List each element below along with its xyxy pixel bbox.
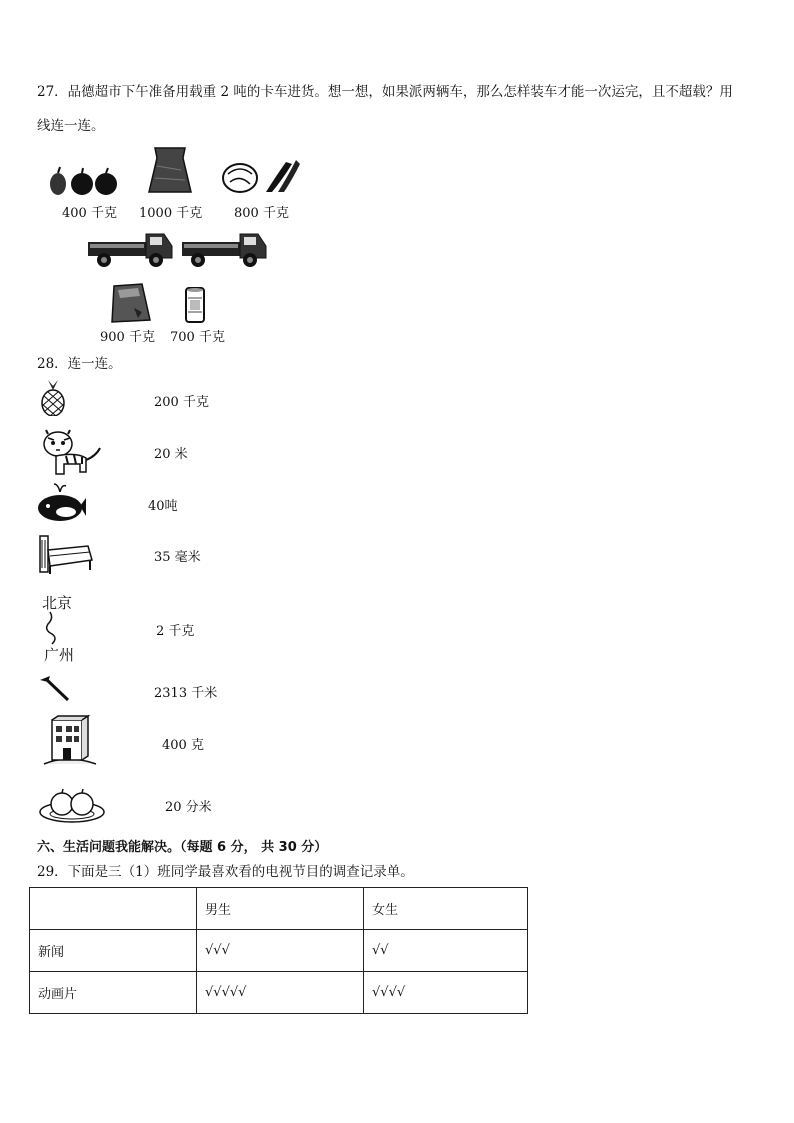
tiger-icon <box>36 428 102 476</box>
table-cell: 新闻 <box>30 930 197 972</box>
survey-table <box>29 887 528 1014</box>
goods-label-1000: 1000 千克 <box>139 206 203 221</box>
q29-title: 29．下面是三（1）班同学最喜欢看的电视节目的调查记录单。 <box>37 864 414 880</box>
building-icon <box>38 714 100 766</box>
goods-label-400: 400 千克 <box>62 206 117 221</box>
section-6-title: 六、生活问题我能解决。（每题 6 分， 共 30 分） <box>37 840 328 855</box>
table-header-cell: 男生 <box>197 888 364 930</box>
bag-icon <box>108 282 154 324</box>
vegetables-icon <box>220 156 302 194</box>
fruit-icon <box>46 164 118 198</box>
truck-icon <box>180 228 268 270</box>
table-row <box>30 930 528 972</box>
truck-icon <box>86 228 174 270</box>
table-cell: √√√√ <box>364 972 528 1014</box>
table-cell: √√ <box>364 930 528 972</box>
table-row <box>30 972 528 1014</box>
q27-text-line2: 线连一连。 <box>37 118 105 134</box>
goods-label-800: 800 千克 <box>234 206 289 221</box>
unit-2kg: 2 千克 <box>156 624 195 639</box>
pineapple-icon <box>36 380 70 416</box>
q28-title: 28．连一连。 <box>37 356 122 372</box>
unit-400g: 400 克 <box>162 738 204 753</box>
unit-20dm: 20 分米 <box>165 800 212 815</box>
fruit-plate-icon <box>38 784 108 826</box>
unit-35mm: 35 毫米 <box>154 550 201 565</box>
unit-2313km: 2313 千米 <box>154 686 218 701</box>
whale-icon <box>36 482 88 524</box>
table-header-cell <box>30 888 197 930</box>
table-cell: √√√ <box>197 930 364 972</box>
goods-label-900: 900 千克 <box>100 330 155 345</box>
table-cell: √√√√√ <box>197 972 364 1014</box>
barrel-icon <box>184 286 206 324</box>
place-beijing: 北京 <box>42 594 73 612</box>
bed-icon <box>36 530 96 576</box>
sack-icon <box>147 146 193 196</box>
table-header-cell: 女生 <box>364 888 528 930</box>
place-guangzhou: 广州 <box>44 646 75 664</box>
nail-icon <box>38 674 72 704</box>
q27-text-line1: 27．品德超市下午准备用载重 2 吨的卡车进货。想一想，如果派两辆车，那么怎样装车才能一次运完，且不超载？用 <box>37 84 733 100</box>
unit-20m: 20 米 <box>154 447 188 462</box>
table-header-row <box>30 888 528 930</box>
unit-200kg: 200 千克 <box>154 395 209 410</box>
table-cell: 动画片 <box>30 972 197 1014</box>
unit-40t: 40吨 <box>148 499 178 514</box>
map-route-icon <box>40 610 70 646</box>
goods-label-700: 700 千克 <box>170 330 225 345</box>
